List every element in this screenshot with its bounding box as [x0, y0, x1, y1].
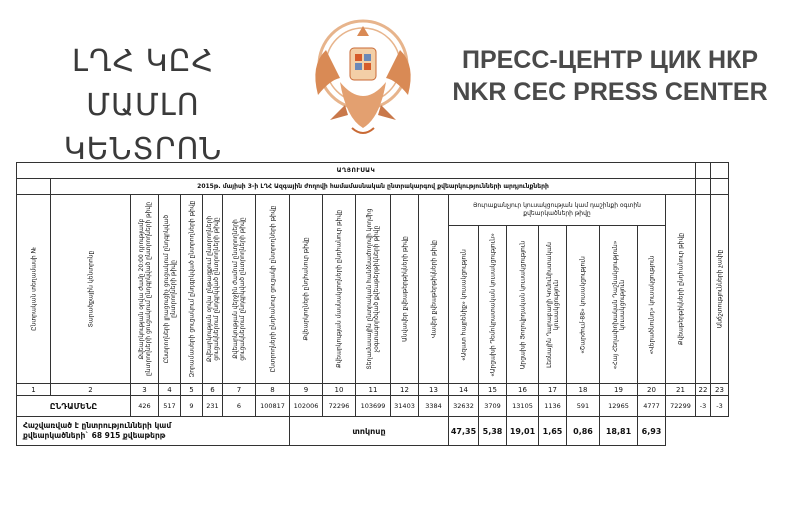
col-header-additional-list: Ընտրողների լրացուցիչ ցուցակում ընդգրկված ընտրողների թիվը [159, 195, 181, 384]
empty-cell [711, 163, 729, 179]
press-center-armenian-title [18, 40, 268, 172]
col-header-party-arf: «Հայ Հեղափոխական Դաշնակցություն» կուսակցություն [600, 226, 638, 384]
column-number: 7 [223, 384, 256, 396]
percent-value: 47,35 [449, 417, 479, 446]
armenian-coat-of-arms-icon [300, 10, 426, 145]
col-header-discrepancy: Անճշտությունների չափը [711, 195, 729, 384]
col-header-participants: Քվեարկության մասնակցողների ընդհանուր թիվը [323, 195, 356, 384]
total-value: 72299 [666, 396, 696, 417]
column-number: 2 [51, 384, 131, 396]
total-row [17, 396, 729, 417]
col-header-precinct: Ընտրական տեղամասի № [17, 195, 51, 384]
column-number: 3 [131, 384, 159, 396]
col-header-military-list: Զորամասերի ցուցակում ընդգրկված ընտրողների թիվը [181, 195, 203, 384]
col-header-general-list: Ընտրողների ընդհանուր ցուցակի ընտրողների թիվը [256, 195, 290, 384]
total-value: 426 [131, 396, 159, 417]
title-russian: ПРЕСС-ЦЕНТР ЦИК НКР [461, 46, 759, 74]
column-number: 15 [479, 384, 507, 396]
column-numbers-row [17, 384, 729, 396]
col-header-empty [696, 195, 711, 384]
total-value: 72296 [323, 396, 356, 417]
table-title: ԱՂՅՈՒՍԱԿ [17, 163, 696, 179]
column-number: 17 [539, 384, 567, 396]
title-line-2: ԿԵՆՏՐՈՆ [63, 132, 223, 167]
total-value: 3709 [479, 396, 507, 417]
empty-cell [696, 163, 711, 179]
percent-value: 0,86 [567, 417, 600, 446]
column-number: 21 [666, 384, 696, 396]
percent-value: 19,01 [507, 417, 539, 446]
column-number: 14 [449, 384, 479, 396]
column-number: 6 [203, 384, 223, 396]
col-header-voting-day-list: Քվեարկության օրվա ընթացքում ընտրողների ցուցակներում ընդգրկված ընտրողների թիվը [203, 195, 223, 384]
col-group-parties: Յուրաքանչյուր կուսակցության կամ դաշինքի օգտին քվեարկածների թիվը [449, 195, 666, 226]
percent-label: տոկոսը [290, 417, 449, 446]
total-value: 103699 [356, 396, 391, 417]
col-header-party-free-homeland: «Ազատ հայրենիք» կուսակցություն [449, 226, 479, 384]
registered-voters-note [17, 417, 290, 446]
table-subtitle: 2015թ. մայիսի 3-ի ԼՂՀ Ազգային ժողովի համամասնական ընտրակարգով քվեարկությունների արդյունքների [51, 179, 696, 195]
column-number: 4 [159, 384, 181, 396]
total-value: 9 [181, 396, 203, 417]
column-number: 18 [567, 384, 600, 396]
column-number: 23 [711, 384, 729, 396]
empty-cell [711, 179, 729, 195]
total-value: 31403 [391, 396, 419, 417]
column-number: 16 [507, 384, 539, 396]
percent-value: 6,93 [638, 417, 666, 446]
title-line-1: ԼՂՀ ԿԸՀ ՄԱՄԼՈ [72, 44, 214, 123]
percent-row [17, 417, 729, 446]
column-number: 13 [419, 384, 449, 396]
column-number: 8 [256, 384, 290, 396]
total-value: -3 [711, 396, 729, 417]
total-value: 1136 [539, 396, 567, 417]
total-value: 102006 [290, 396, 323, 417]
percent-value: 18,81 [600, 417, 638, 446]
total-value: 100817 [256, 396, 290, 417]
col-header-territorial-center: Տարածքային կենտրոնը [51, 195, 131, 384]
column-number: 20 [638, 384, 666, 396]
col-header-voters-total: Քվեարկողների ընդհանուր թիվը [290, 195, 323, 384]
col-header-party-communist: Լեռնային Ղարաբաղի Կոմունիստական կուսակցություն [539, 226, 567, 384]
col-header-party-peoples: Արցախի Յողովրդական կուսակցություն [507, 226, 539, 384]
column-number: 22 [696, 384, 711, 396]
column-number: 19 [600, 384, 638, 396]
total-value: 591 [567, 396, 600, 417]
column-number: 12 [391, 384, 419, 396]
column-number: 1 [17, 384, 51, 396]
total-value: 231 [203, 396, 223, 417]
col-header-party-democratic: «Արցախի Դեմոկրատական կուսակցություն» [479, 226, 507, 384]
note-line-1: Հաշվառված է ընտրությունների կամ [23, 421, 172, 430]
col-header-valid-ballots: Վավեր քվեաթերթիկների թիվը [419, 195, 449, 384]
press-center-russian-english-title [440, 44, 780, 108]
percent-value: 1,65 [539, 417, 567, 446]
total-value: -3 [696, 396, 711, 417]
total-value: 13105 [507, 396, 539, 417]
column-number: 11 [356, 384, 391, 396]
column-number: 10 [323, 384, 356, 396]
col-header-last-hour-list: Քվեարկության վերջին ժամում ընտրողների ցուցակներում ընդգրկված ընտրողների թիվը [223, 195, 256, 384]
empty-cell [17, 179, 51, 195]
percent-value: 5,38 [479, 417, 507, 446]
results-table [16, 162, 729, 446]
col-header-party-revival: «Վերածնունդ» կուսակցություն [638, 226, 666, 384]
column-number: 5 [181, 384, 203, 396]
column-number: 9 [290, 384, 323, 396]
col-header-ballots-total: Քվեաթերթիկների ընդհանուր թիվը [666, 195, 696, 384]
total-value: 3384 [419, 396, 449, 417]
note-line-2: քվեարկածների` 68 915 քվեաթերթ [23, 431, 166, 440]
col-header-unused-ballots: Տեղամասային ընտրական հանձնաժողովի կողմից չօգտագործված քվեաթերթիկների թիվը [356, 195, 391, 384]
empty-cell [696, 179, 711, 195]
total-value: 32632 [449, 396, 479, 417]
total-value: 517 [159, 396, 181, 417]
total-value: 6 [223, 396, 256, 417]
col-header-voters-list-20: Քվեարկության օրվա ժամը 20:00 դրությամբ ընտրողների ցուցակում ընդգրկված ընտրողների թիվը [131, 195, 159, 384]
col-header-party-movement-88: «Շարժում-88» կուսակցություն [567, 226, 600, 384]
title-english: NKR CEC PRESS CENTER [452, 78, 768, 106]
total-value: 12965 [600, 396, 638, 417]
col-header-invalid-ballots: Անվավեր քվեաթերթիկների թիվը [391, 195, 419, 384]
total-label: ԸՆԴԱՄԵՆԸ [17, 396, 131, 417]
total-value: 4777 [638, 396, 666, 417]
